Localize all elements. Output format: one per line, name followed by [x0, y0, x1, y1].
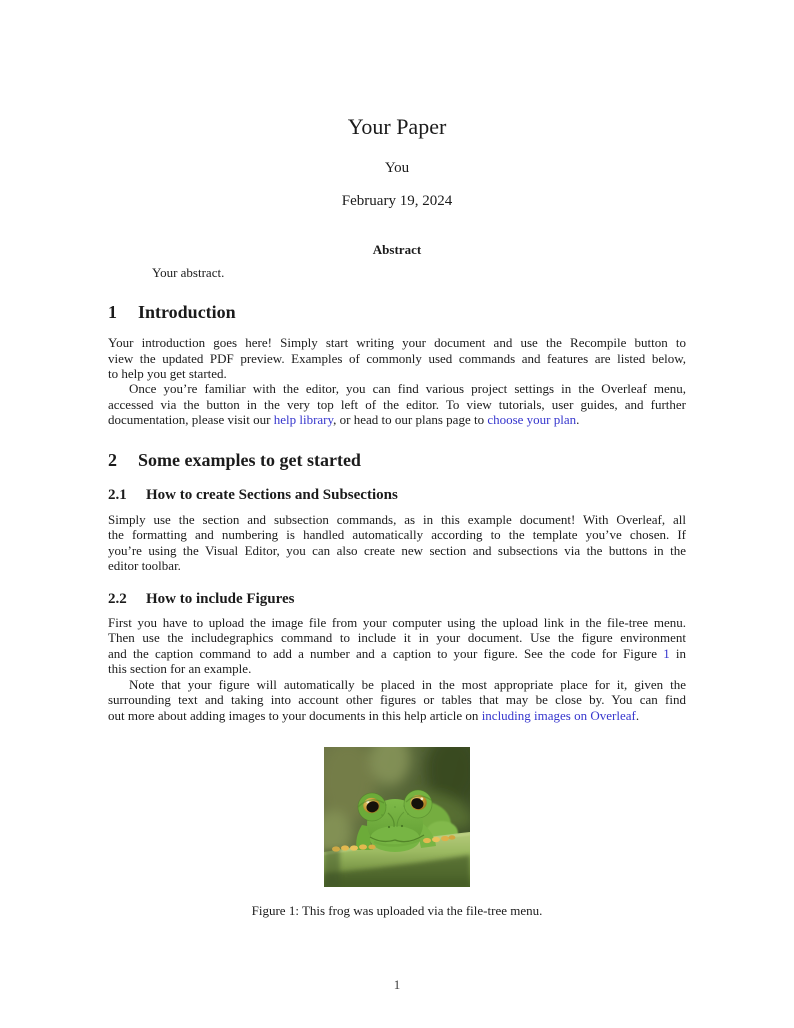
- text-segment: Your introduction goes here! Simply start writing your document and use the Recompile button to: [108, 335, 686, 351]
- text-segment: this section for an example.: [108, 661, 252, 677]
- text-line: [108, 381, 686, 396]
- text-segment: out more about adding images to your documents in this help article on: [108, 707, 482, 723]
- text-segment: documentation, please visit our: [108, 412, 274, 428]
- paragraph: [108, 615, 686, 677]
- text-line: [108, 412, 686, 427]
- text-line: [108, 692, 686, 707]
- paragraph: [108, 677, 686, 723]
- figure-caption: Figure 1: This frog was uploaded via the file-tree menu.: [251, 902, 543, 918]
- section-number: 2: [108, 449, 117, 470]
- section-heading-2: [108, 450, 686, 471]
- abstract-heading: Abstract: [372, 242, 422, 258]
- text-line: [108, 615, 686, 630]
- paper-author: You: [384, 160, 410, 177]
- section-number: 2.2: [108, 590, 127, 607]
- document-body: [108, 302, 686, 918]
- text-line: [108, 630, 686, 645]
- figure-image-frog: [324, 747, 470, 887]
- text-segment: Then use the includegraphics command to include it in your document. Use the figure environment: [108, 630, 686, 646]
- text-segment: .: [576, 412, 580, 428]
- text-segment: to help you get started.: [108, 365, 227, 381]
- page-number: 1: [393, 977, 401, 992]
- text-line: [108, 512, 686, 527]
- text-line: [108, 646, 686, 661]
- hyperlink[interactable]: including images on Overleaf: [481, 707, 636, 723]
- text-line: [108, 677, 686, 692]
- hyperlink[interactable]: choose your plan: [487, 412, 577, 428]
- text-line: [108, 335, 686, 350]
- text-segment: you’re using the Visual Editor, you can also create new section and subsections via the buttons in the: [108, 542, 686, 558]
- paragraph: [108, 381, 686, 427]
- section-number: 1: [108, 302, 117, 323]
- section-heading-1: [108, 302, 686, 323]
- text-line: [108, 351, 686, 366]
- paper-title: Your Paper: [347, 114, 447, 139]
- text-segment: , or head to our plans page to: [333, 412, 488, 428]
- text-segment: accessed via the button in the very top left of the editor. To view tutorials, user guides, and further: [108, 396, 686, 412]
- text-line: [108, 661, 686, 676]
- section-title: Some examples to get started: [138, 449, 361, 470]
- text-line: [108, 527, 686, 542]
- document-content: [108, 0, 686, 919]
- section-title: How to create Sections and Subsections: [146, 487, 398, 504]
- text-segment: .: [635, 707, 640, 723]
- section-title: How to include Figures: [146, 590, 295, 607]
- frog-photo-svg: [324, 747, 470, 887]
- text-line: [108, 366, 686, 381]
- text-segment: in: [669, 645, 686, 661]
- text-line: [108, 543, 686, 558]
- text-segment: editor toolbar.: [108, 558, 181, 574]
- text-line: [108, 558, 686, 573]
- text-segment: surrounding text and taking into account other figures or tables that may be close by. You can find: [108, 692, 686, 708]
- hyperlink[interactable]: help library: [273, 412, 334, 428]
- subsection-heading-2.1: [108, 487, 686, 504]
- paragraph: [108, 512, 686, 574]
- abstract-body: Your abstract.: [152, 264, 225, 280]
- subsection-heading-2.2: [108, 591, 686, 608]
- paper-date: February 19, 2024: [341, 193, 453, 210]
- section-title: Introduction: [138, 302, 236, 323]
- text-line: [108, 708, 686, 723]
- text-segment: and the caption command to add a number and a caption to your figure. See the code for Figure: [108, 645, 664, 661]
- text-segment: Note that your figure will automatically be placed in the most appropriate place for it, given the: [129, 676, 686, 692]
- figure-1: [108, 747, 686, 919]
- section-number: 2.1: [108, 487, 127, 504]
- text-segment: Once you’re familiar with the editor, you can find various project settings in the Overleaf menu,: [129, 381, 686, 397]
- text-segment: Simply use the section and subsection commands, as in this example document! With Overleaf, all: [108, 511, 686, 527]
- text-segment: First you have to upload the image file from your computer using the upload link in the file-tree menu.: [108, 614, 686, 630]
- hyperlink[interactable]: 1: [663, 645, 670, 661]
- text-segment: view the updated PDF preview. Examples of commonly used commands and features are listed below,: [108, 350, 686, 366]
- text-line: [108, 397, 686, 412]
- paragraph: [108, 335, 686, 381]
- text-segment: the formatting and numbering is handled automatically according to the template you’ve chosen. If: [108, 527, 686, 543]
